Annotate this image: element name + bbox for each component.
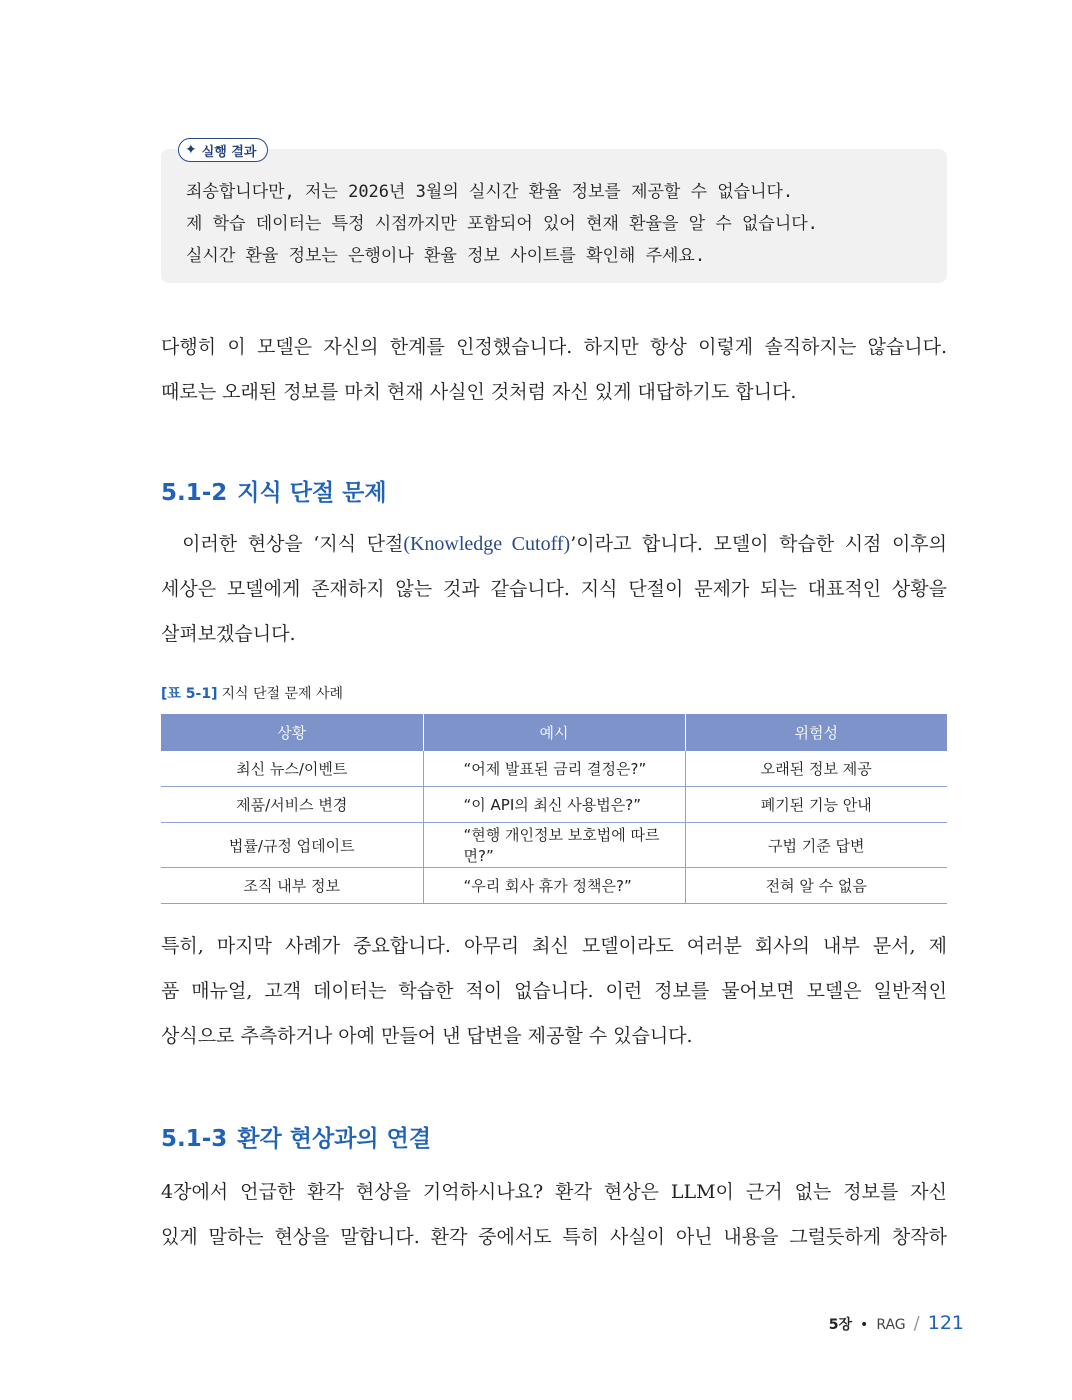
section-title: 환각 현상과의 연결 (237, 1126, 432, 1152)
table-row (161, 868, 947, 904)
column-header: 상황 (161, 714, 423, 751)
table-row (161, 823, 947, 868)
section-number: 5.1-2 (161, 480, 228, 506)
paragraph-line: 4장에서 언급한 환각 현상을 기억하시나요? 환각 현상은 LLM이 근거 없는 정보를 자신 (161, 1181, 947, 1203)
text-fragment: 이러한 현상을 ‘지식 단절 (182, 533, 404, 555)
column-header: 예시 (423, 714, 685, 751)
knowledge-cutoff-table (161, 714, 947, 904)
table-caption (161, 683, 343, 703)
result-tag-label: 실행 결과 (201, 144, 257, 160)
footer-title: RAG (876, 1317, 906, 1333)
paragraph-line: 다행히 이 모델은 자신의 한계를 인정했습니다. 하지만 항상 이렇게 솔직하지는 않습니다. (161, 336, 947, 358)
table-cell: 조직 내부 정보 (161, 868, 423, 904)
table-cell: 구법 기준 답변 (685, 823, 947, 868)
result-line: 실시간 환율 정보는 은행이나 환율 정보 사이트를 확인해 주세요. (186, 246, 706, 266)
footer-slash: / (913, 1313, 920, 1334)
sparkle-icon: ✦ (185, 142, 197, 158)
paragraph-line: 상식으로 추측하거나 아예 만들어 낸 답변을 제공할 수 있습니다. (161, 1025, 693, 1047)
result-tag (178, 138, 268, 162)
paragraph (161, 1170, 947, 1260)
table-cell: “우리 회사 휴가 정책은?” (423, 868, 685, 904)
section-heading (161, 474, 387, 507)
paragraph (161, 924, 947, 1059)
table-header-row (161, 714, 947, 751)
paragraph-line: 품 매뉴얼, 고객 데이터는 학습한 적이 없습니다. 이런 정보를 물어보면 모델은 일반적인 (161, 980, 947, 1002)
paragraph-line (161, 522, 947, 567)
term-english: (Knowledge Cutoff) (403, 533, 571, 555)
table-row (161, 751, 947, 787)
table-cell: 오래된 정보 제공 (685, 751, 947, 787)
column-header: 위험성 (685, 714, 947, 751)
paragraph-line: 특히, 마지막 사례가 중요합니다. 아무리 최신 모델이라도 여러분 회사의 내부 문서, 제 (161, 935, 947, 957)
table-caption-tag: [표 5-1] (161, 686, 218, 702)
table-cell: “현행 개인정보 보호법에 따르면?” (423, 823, 685, 868)
footer-separator: • (860, 1317, 869, 1333)
paragraph-line: 살펴보겠습니다. (161, 623, 296, 645)
table-cell: 제품/서비스 변경 (161, 787, 423, 823)
paragraph-line: 때로는 오래된 정보를 마치 현재 사실인 것처럼 자신 있게 대답하기도 합니다. (161, 381, 797, 403)
table-cell: 법률/규정 업데이트 (161, 823, 423, 868)
result-output (186, 176, 946, 272)
table-cell: 최신 뉴스/이벤트 (161, 751, 423, 787)
page-footer (829, 1312, 964, 1334)
table-row (161, 787, 947, 823)
footer-chapter: 5장 (828, 1317, 853, 1333)
section-title: 지식 단절 문제 (237, 480, 387, 506)
result-line: 죄송합니다만, 저는 2026년 3월의 실시간 환율 정보를 제공할 수 없습니다. (186, 182, 794, 202)
table-cell: 폐기된 기능 안내 (685, 787, 947, 823)
paragraph-line: 세상은 모델에게 존재하지 않는 것과 같습니다. 지식 단절이 문제가 되는 대표적인 상황을 (161, 578, 947, 600)
section-heading (161, 1120, 431, 1153)
table-cell: “이 API의 최신 사용법은?” (423, 787, 685, 823)
table-cell: 전혀 알 수 없음 (685, 868, 947, 904)
section-number: 5.1-3 (161, 1126, 228, 1152)
paragraph (161, 325, 947, 415)
result-line: 제 학습 데이터는 특정 시점까지만 포함되어 있어 현재 환율을 알 수 없습니다. (186, 214, 818, 234)
text-fragment: ’이라고 합니다. 모델이 학습한 시점 이후의 (570, 533, 948, 555)
paragraph (161, 522, 947, 657)
table-cell: “어제 발표된 금리 결정은?” (423, 751, 685, 787)
page-number: 121 (927, 1312, 964, 1334)
paragraph-line: 있게 말하는 현상을 말합니다. 환각 중에서도 특히 사실이 아닌 내용을 그럴듯하게 창작하 (161, 1226, 947, 1248)
table-caption-text: 지식 단절 문제 사례 (221, 686, 344, 702)
